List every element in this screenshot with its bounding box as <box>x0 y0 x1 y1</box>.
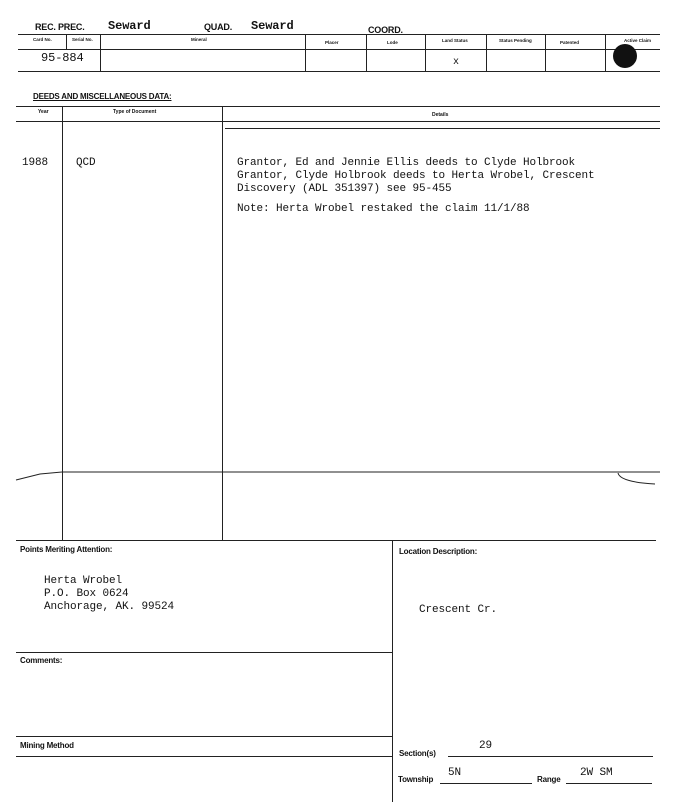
col-details: Details <box>432 112 449 118</box>
section-value: 29 <box>479 740 493 752</box>
lower-top-rule <box>16 540 656 541</box>
quad-label: QUAD. <box>204 22 232 32</box>
location-value: Crescent Cr. <box>419 604 498 616</box>
header-sep <box>545 34 546 71</box>
township-label: Township <box>398 775 434 784</box>
quad-value: Seward <box>251 19 294 33</box>
header-sep <box>100 34 101 71</box>
range-label: Range <box>537 775 561 784</box>
points-address <box>44 575 174 614</box>
mining-label: Mining Method <box>20 741 74 750</box>
active-claim-dot <box>613 44 637 68</box>
col-mineral: Mineral <box>191 37 207 42</box>
range-value: 2W SM <box>580 767 613 779</box>
col-year: Year <box>38 109 49 115</box>
rec-prec-label: REC. PREC. <box>35 22 85 32</box>
header-sep <box>305 34 306 71</box>
header-sep <box>366 34 367 71</box>
section-label: Section(s) <box>399 749 436 758</box>
points-line: Anchorage, AK. 99524 <box>44 601 175 613</box>
lower-col-sep <box>392 540 393 802</box>
range-underline <box>566 783 652 784</box>
deeds-header-bottom <box>16 121 660 122</box>
deeds-section-title: DEEDS AND MISCELLANEOUS DATA: <box>33 92 172 101</box>
deeds-header-top <box>16 106 660 107</box>
deed-detail-line: Grantor, Clyde Holbrook deeds to Herta Wrobel, Crescent <box>237 170 595 182</box>
header-sep <box>486 34 487 71</box>
section-underline <box>448 756 653 757</box>
deed-detail-line: Grantor, Ed and Jennie Ellis deeds to Clyde Holbrook <box>237 157 576 169</box>
land-status-mark: x <box>453 57 459 68</box>
comments-rule <box>16 652 392 653</box>
coord-label: COORD. <box>368 25 403 35</box>
col-patented: Patented <box>560 40 580 45</box>
col-active: Active Claim <box>624 38 652 43</box>
col-serial-no: Serial No. <box>72 37 93 42</box>
deed-year: 1988 <box>22 157 49 169</box>
col-status-pending: Status Pending <box>499 38 532 43</box>
location-label: Location Description: <box>399 547 478 556</box>
mining-bottom-rule <box>16 756 392 757</box>
col-land-status: Land Status <box>442 38 468 43</box>
header-sep <box>425 34 426 71</box>
deed-note: Note: Herta Wrobel restaked the claim 11/1/88 <box>237 203 530 215</box>
township-underline <box>440 783 532 784</box>
comments-label: Comments: <box>20 656 63 665</box>
col-lode: Lode <box>387 40 398 45</box>
header-top-rule <box>18 34 660 35</box>
header-sep <box>66 34 67 49</box>
col-doc-type: Type of Document <box>113 109 157 115</box>
points-line: Herta Wrobel <box>44 575 123 587</box>
deeds-details-rule <box>225 128 660 129</box>
rec-prec-value: Seward <box>108 19 151 33</box>
township-value: 5N <box>448 767 462 779</box>
header-mid-rule <box>18 49 660 50</box>
card-serial-value: 95-884 <box>41 51 84 65</box>
col-placer: Placer <box>325 40 339 45</box>
deed-doc-type: QCD <box>76 157 96 169</box>
points-label: Points Meriting Attention: <box>20 545 113 554</box>
points-line: P.O. Box 0624 <box>44 588 129 600</box>
header-sep <box>605 34 606 71</box>
mining-rule <box>16 736 392 737</box>
deed-detail-line: Discovery (ADL 351397) see 95-455 <box>237 183 452 195</box>
col-card-no: Card No. <box>33 37 52 42</box>
deed-details <box>237 157 595 196</box>
fold-line <box>0 462 678 492</box>
header-bottom-rule <box>18 71 660 72</box>
